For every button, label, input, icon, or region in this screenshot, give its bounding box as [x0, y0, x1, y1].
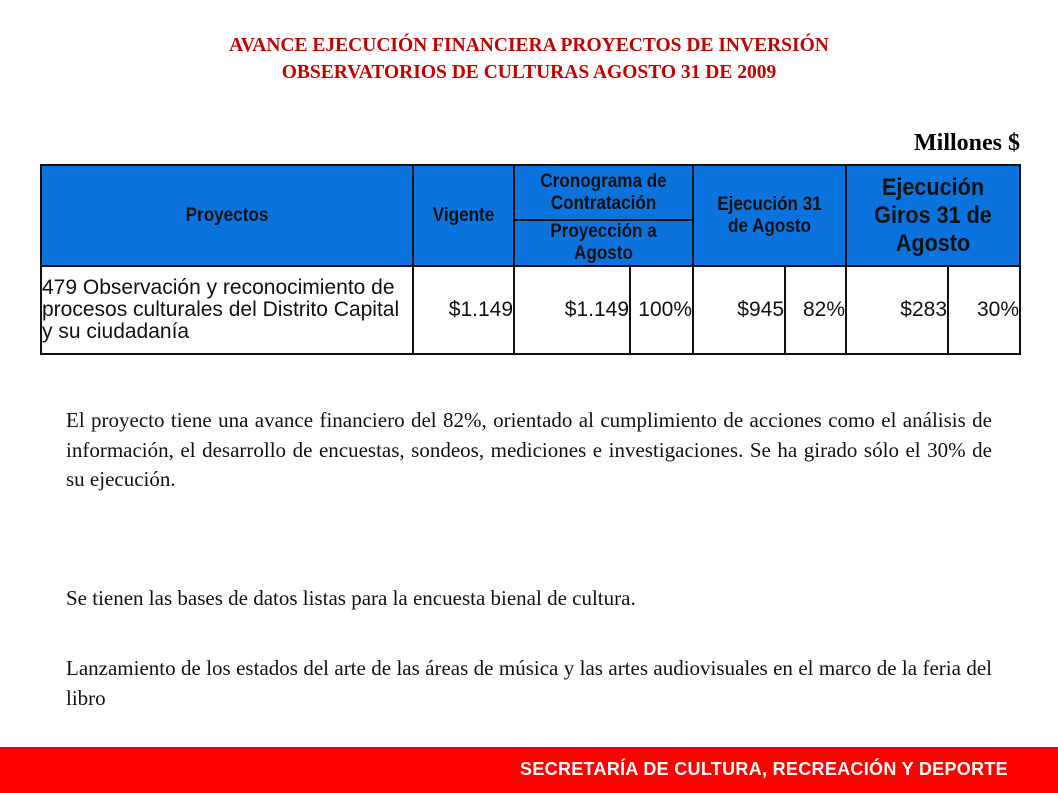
units-label: Millones $ [914, 130, 1020, 156]
paragraph-1: El proyecto tiene una avance financiero del 82%, orientado al cumplimiento de acciones como el análisis de información, el desarrollo de encuestas, sondeos, mediciones e investigaciones. Se ha girado sólo el 30% de su ejecución. [66, 408, 992, 491]
paragraph-3: Lanzamiento de los estados del arte de las áreas de música y las artes audiovisuales en el marco de la feria del libro [66, 656, 992, 710]
header-vigente: Vigente [413, 165, 514, 266]
header-cronograma: Cronograma de Contratación [514, 165, 693, 220]
header-giros: Ejecución Giros 31 de Agosto [846, 165, 1020, 266]
vigente-cell: $1.149 [413, 266, 514, 354]
giros-pct-cell: 30% [948, 266, 1020, 354]
table-row [41, 266, 1020, 354]
project-name-cell: 479 Observación y reconocimiento de procesos culturales del Distrito Capital y su ciudadanía [41, 266, 413, 354]
proyeccion-valor-cell: $1.149 [514, 266, 630, 354]
ejecucion-pct-cell: 82% [785, 266, 846, 354]
header-proyectos: Proyectos [41, 165, 413, 266]
footer-text: SECRETARÍA DE CULTURA, RECREACIÓN Y DEPORTE [520, 759, 1008, 779]
header-proyeccion: Proyección a Agosto [514, 220, 693, 266]
paragraph-2: Se tienen las bases de datos listas para la encuesta bienal de cultura. [66, 586, 636, 610]
financial-table [40, 164, 1021, 355]
proyeccion-pct-cell: 100% [630, 266, 693, 354]
title-line-1: AVANCE EJECUCIÓN FINANCIERA PROYECTOS DE INVERSIÓN [229, 35, 829, 56]
ejecucion-valor-cell: $945 [693, 266, 785, 354]
page-title [0, 32, 1058, 86]
footer-bar [0, 747, 1058, 793]
header-ejecucion: Ejecución 31 de Agosto [693, 165, 846, 266]
title-line-2: OBSERVATORIOS DE CULTURAS AGOSTO 31 DE 2009 [281, 62, 777, 83]
giros-valor-cell: $283 [846, 266, 948, 354]
